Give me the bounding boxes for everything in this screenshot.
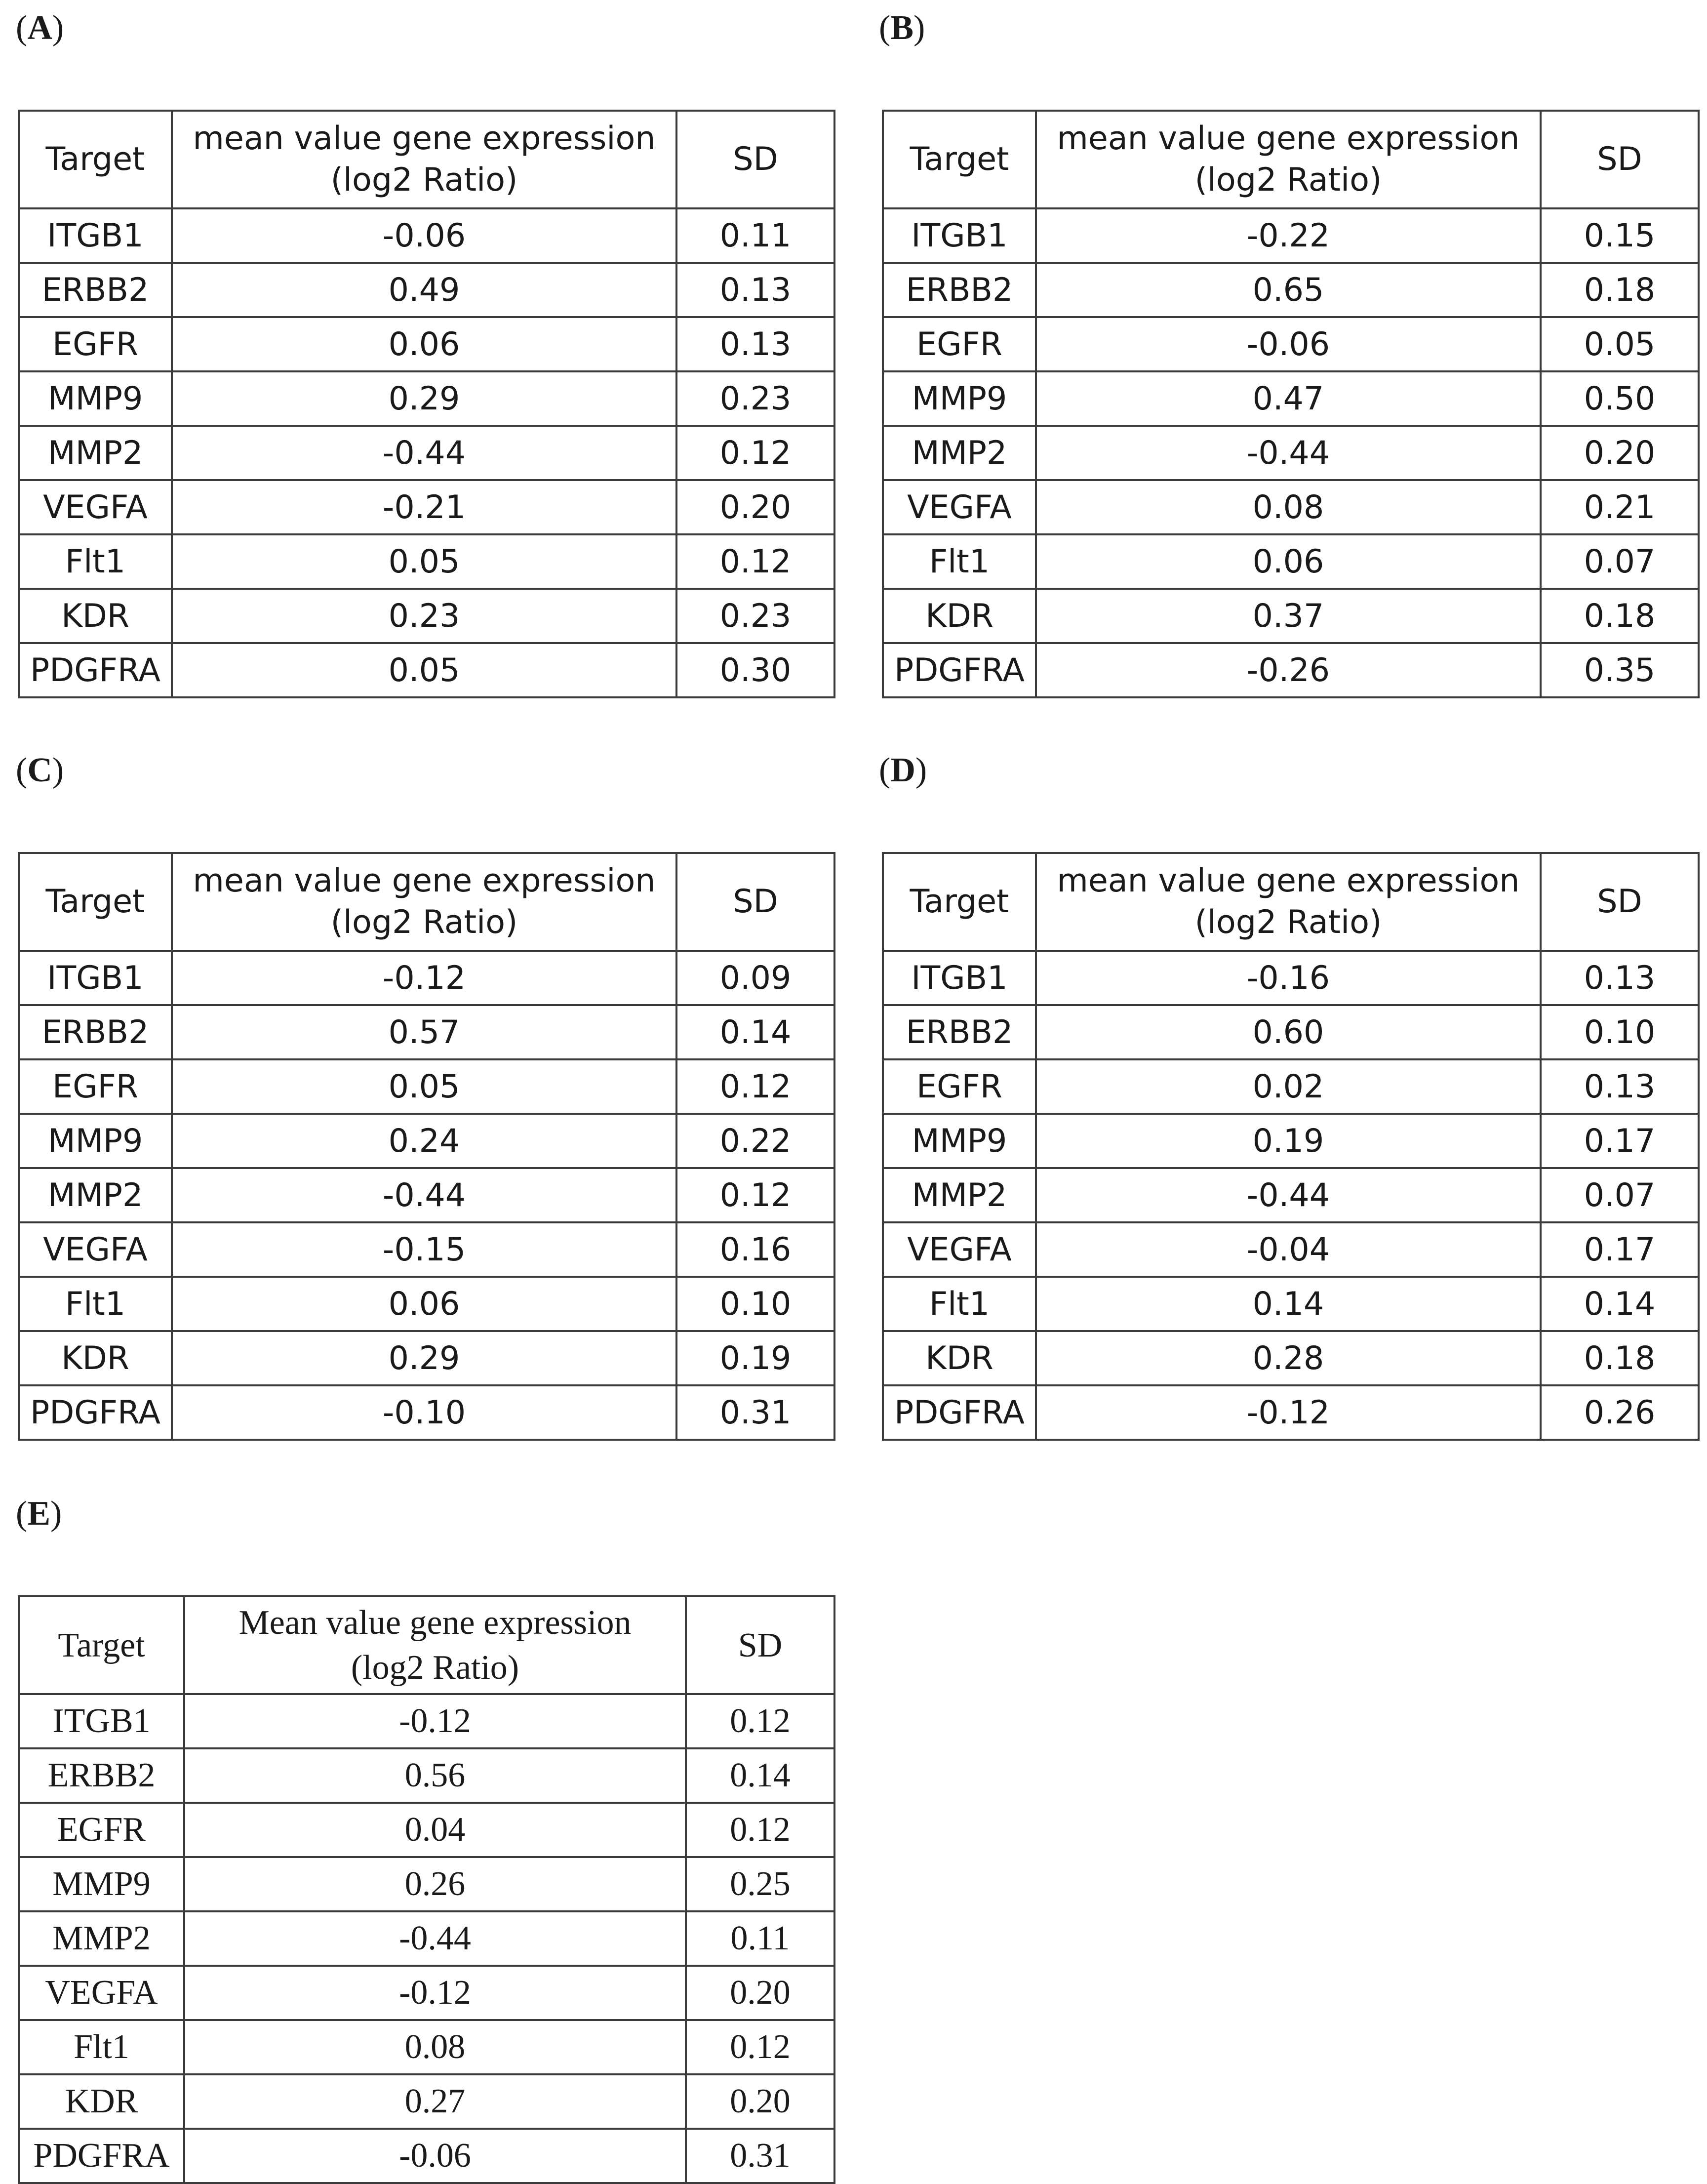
target-cell: VEGFA [19, 1222, 172, 1277]
mean-cell: -0.12 [172, 951, 676, 1005]
mean-cell: 0.27 [184, 2074, 686, 2129]
panel-label: (E) [16, 1495, 62, 1533]
results-table [882, 110, 1700, 698]
table-row [883, 534, 1699, 589]
sd-cell: 0.18 [1541, 1331, 1699, 1385]
target-cell: EGFR [883, 1059, 1036, 1114]
mean-cell: 0.56 [184, 1748, 686, 1803]
sd-header: SD [676, 853, 834, 951]
target-cell: MMP9 [883, 371, 1036, 426]
mean-header: mean value gene expression (log2 Ratio) [1036, 853, 1541, 951]
sd-cell: 0.30 [676, 643, 834, 697]
target-cell: VEGFA [883, 480, 1036, 534]
target-cell: MMP9 [19, 371, 172, 426]
mean-cell: -0.44 [184, 1911, 686, 1966]
table-row [19, 1114, 834, 1168]
table-row [19, 643, 834, 697]
target-cell: MMP9 [19, 1857, 184, 1911]
mean-cell: -0.26 [1036, 643, 1541, 697]
target-header: Target [883, 111, 1036, 208]
sd-cell: 0.17 [1541, 1222, 1699, 1277]
panel-label: (A) [16, 9, 64, 47]
table-row [883, 263, 1699, 317]
target-cell: KDR [19, 2074, 184, 2129]
mean-cell: 0.08 [184, 2020, 686, 2074]
mean-cell: -0.16 [1036, 951, 1541, 1005]
table-row [19, 1005, 834, 1059]
panel-label: (B) [879, 9, 925, 47]
target-cell: VEGFA [19, 480, 172, 534]
table-row [883, 1222, 1699, 1277]
target-cell: MMP2 [883, 426, 1036, 480]
mean-cell: 0.05 [172, 534, 676, 589]
sd-cell: 0.10 [1541, 1005, 1699, 1059]
target-cell: KDR [883, 1331, 1036, 1385]
target-cell: ITGB1 [883, 951, 1036, 1005]
mean-cell: -0.12 [184, 1694, 686, 1748]
table-row [883, 1005, 1699, 1059]
mean-cell: -0.44 [1036, 1168, 1541, 1222]
target-cell: MMP2 [19, 426, 172, 480]
sd-cell: 0.13 [1541, 951, 1699, 1005]
mean-cell: 0.06 [1036, 534, 1541, 589]
table-row [883, 1331, 1699, 1385]
results-table [882, 852, 1700, 1441]
target-cell: PDGFRA [19, 2129, 184, 2183]
target-cell: ERBB2 [19, 1005, 172, 1059]
table-row [19, 1748, 834, 1803]
table-row [19, 534, 834, 589]
panel-label: (C) [16, 751, 64, 789]
target-cell: ITGB1 [19, 1694, 184, 1748]
sd-cell: 0.21 [1541, 480, 1699, 534]
sd-cell: 0.20 [686, 2074, 834, 2129]
target-cell: EGFR [19, 317, 172, 371]
sd-cell: 0.12 [676, 534, 834, 589]
table-row [19, 2074, 834, 2129]
mean-cell: 0.47 [1036, 371, 1541, 426]
mean-cell: -0.10 [172, 1385, 676, 1440]
mean-cell: -0.44 [1036, 426, 1541, 480]
mean-cell: 0.08 [1036, 480, 1541, 534]
sd-cell: 0.15 [1541, 208, 1699, 263]
mean-cell: 0.29 [172, 1331, 676, 1385]
sd-cell: 0.23 [676, 589, 834, 643]
results-table [18, 852, 835, 1441]
table-header-row [19, 1596, 834, 1694]
target-cell: MMP2 [883, 1168, 1036, 1222]
sd-header: SD [676, 111, 834, 208]
target-cell: ERBB2 [19, 263, 172, 317]
target-cell: ERBB2 [883, 263, 1036, 317]
mean-cell: -0.12 [1036, 1385, 1541, 1440]
sd-cell: 0.12 [686, 1803, 834, 1857]
sd-cell: 0.09 [676, 951, 834, 1005]
table-row [19, 1966, 834, 2020]
table-row [19, 1277, 834, 1331]
table-header-row [883, 111, 1699, 208]
sd-cell: 0.50 [1541, 371, 1699, 426]
sd-cell: 0.13 [676, 263, 834, 317]
mean-cell: 0.65 [1036, 263, 1541, 317]
results-table [18, 1595, 835, 2184]
target-cell: ITGB1 [19, 208, 172, 263]
mean-header: Mean value gene expression (log2 Ratio) [184, 1596, 686, 1694]
sd-cell: 0.11 [686, 1911, 834, 1966]
sd-cell: 0.12 [676, 426, 834, 480]
sd-cell: 0.10 [676, 1277, 834, 1331]
table-row [19, 1059, 834, 1114]
sd-cell: 0.22 [676, 1114, 834, 1168]
target-cell: MMP9 [883, 1114, 1036, 1168]
mean-cell: 0.06 [172, 317, 676, 371]
target-cell: ITGB1 [19, 951, 172, 1005]
sd-cell: 0.23 [676, 371, 834, 426]
table-row [883, 589, 1699, 643]
target-cell: MMP9 [19, 1114, 172, 1168]
sd-cell: 0.07 [1541, 534, 1699, 589]
table-row [19, 1857, 834, 1911]
sd-cell: 0.25 [686, 1857, 834, 1911]
target-header: Target [19, 111, 172, 208]
table-row [883, 1059, 1699, 1114]
table-row [883, 426, 1699, 480]
target-cell: Flt1 [883, 1277, 1036, 1331]
target-header: Target [19, 1596, 184, 1694]
table-row [19, 1694, 834, 1748]
mean-cell: -0.06 [184, 2129, 686, 2183]
sd-cell: 0.31 [676, 1385, 834, 1440]
mean-cell: 0.04 [184, 1803, 686, 1857]
table-row [19, 371, 834, 426]
table-header-row [883, 853, 1699, 951]
panel-a [16, 9, 835, 689]
table-row [19, 2129, 834, 2183]
sd-cell: 0.12 [676, 1168, 834, 1222]
mean-cell: -0.44 [172, 1168, 676, 1222]
sd-cell: 0.12 [676, 1059, 834, 1114]
mean-header: mean value gene expression (log2 Ratio) [172, 853, 676, 951]
sd-cell: 0.18 [1541, 263, 1699, 317]
sd-cell: 0.07 [1541, 1168, 1699, 1222]
sd-cell: 0.14 [1541, 1277, 1699, 1331]
table-row [19, 1911, 834, 1966]
table-row [19, 951, 834, 1005]
table-row [883, 1114, 1699, 1168]
sd-cell: 0.11 [676, 208, 834, 263]
mean-cell: -0.12 [184, 1966, 686, 2020]
table-row [19, 1385, 834, 1440]
target-cell: PDGFRA [883, 643, 1036, 697]
mean-cell: 0.05 [172, 643, 676, 697]
sd-header: SD [1541, 853, 1699, 951]
table-header-row [19, 853, 834, 951]
sd-cell: 0.26 [1541, 1385, 1699, 1440]
target-cell: Flt1 [19, 2020, 184, 2074]
table-row [19, 480, 834, 534]
sd-cell: 0.35 [1541, 643, 1699, 697]
panel-label: (D) [879, 751, 927, 789]
target-cell: Flt1 [19, 1277, 172, 1331]
mean-header: mean value gene expression (log2 Ratio) [172, 111, 676, 208]
table-row [883, 317, 1699, 371]
sd-cell: 0.17 [1541, 1114, 1699, 1168]
table-row [883, 643, 1699, 697]
mean-cell: -0.06 [1036, 317, 1541, 371]
mean-cell: 0.60 [1036, 1005, 1541, 1059]
table-row [19, 1803, 834, 1857]
target-header: Target [19, 853, 172, 951]
target-cell: PDGFRA [19, 1385, 172, 1440]
mean-cell: 0.19 [1036, 1114, 1541, 1168]
mean-cell: 0.49 [172, 263, 676, 317]
sd-cell: 0.31 [686, 2129, 834, 2183]
mean-cell: 0.05 [172, 1059, 676, 1114]
panel-e [16, 1495, 835, 2175]
mean-cell: 0.23 [172, 589, 676, 643]
results-table [18, 110, 835, 698]
target-cell: EGFR [19, 1803, 184, 1857]
target-cell: PDGFRA [19, 643, 172, 697]
target-cell: PDGFRA [883, 1385, 1036, 1440]
mean-cell: 0.02 [1036, 1059, 1541, 1114]
panel-b [879, 9, 1699, 689]
panel-d [879, 751, 1699, 1431]
sd-cell: 0.12 [686, 2020, 834, 2074]
target-cell: MMP2 [19, 1168, 172, 1222]
target-cell: MMP2 [19, 1911, 184, 1966]
target-cell: VEGFA [19, 1966, 184, 2020]
target-cell: Flt1 [19, 534, 172, 589]
target-cell: KDR [19, 1331, 172, 1385]
table-row [19, 263, 834, 317]
table-row [19, 426, 834, 480]
panel-c [16, 751, 835, 1431]
target-cell: ERBB2 [19, 1748, 184, 1803]
sd-cell: 0.20 [686, 1966, 834, 2020]
table-row [19, 1222, 834, 1277]
sd-cell: 0.16 [676, 1222, 834, 1277]
mean-cell: 0.14 [1036, 1277, 1541, 1331]
table-row [19, 589, 834, 643]
table-row [883, 371, 1699, 426]
target-cell: EGFR [19, 1059, 172, 1114]
table-row [19, 208, 834, 263]
target-cell: Flt1 [883, 534, 1036, 589]
table-row [883, 1385, 1699, 1440]
mean-cell: -0.21 [172, 480, 676, 534]
mean-cell: -0.04 [1036, 1222, 1541, 1277]
target-cell: ERBB2 [883, 1005, 1036, 1059]
table-row [19, 317, 834, 371]
sd-cell: 0.13 [676, 317, 834, 371]
table-row [883, 951, 1699, 1005]
sd-cell: 0.12 [686, 1694, 834, 1748]
table-row [19, 2020, 834, 2074]
sd-cell: 0.14 [676, 1005, 834, 1059]
table-header-row [19, 111, 834, 208]
sd-cell: 0.18 [1541, 589, 1699, 643]
sd-cell: 0.20 [1541, 426, 1699, 480]
mean-cell: 0.28 [1036, 1331, 1541, 1385]
sd-header: SD [686, 1596, 834, 1694]
target-cell: KDR [19, 589, 172, 643]
sd-cell: 0.14 [686, 1748, 834, 1803]
mean-cell: 0.26 [184, 1857, 686, 1911]
mean-header: mean value gene expression (log2 Ratio) [1036, 111, 1541, 208]
target-cell: EGFR [883, 317, 1036, 371]
sd-cell: 0.13 [1541, 1059, 1699, 1114]
table-row [883, 1168, 1699, 1222]
sd-cell: 0.20 [676, 480, 834, 534]
mean-cell: -0.44 [172, 426, 676, 480]
mean-cell: 0.37 [1036, 589, 1541, 643]
sd-header: SD [1541, 111, 1699, 208]
target-cell: KDR [883, 589, 1036, 643]
mean-cell: -0.06 [172, 208, 676, 263]
table-row [19, 1331, 834, 1385]
mean-cell: 0.29 [172, 371, 676, 426]
mean-cell: 0.24 [172, 1114, 676, 1168]
target-cell: ITGB1 [883, 208, 1036, 263]
mean-cell: -0.22 [1036, 208, 1541, 263]
target-header: Target [883, 853, 1036, 951]
table-row [19, 1168, 834, 1222]
mean-cell: 0.57 [172, 1005, 676, 1059]
mean-cell: 0.06 [172, 1277, 676, 1331]
mean-cell: -0.15 [172, 1222, 676, 1277]
table-row [883, 480, 1699, 534]
table-row [883, 208, 1699, 263]
target-cell: VEGFA [883, 1222, 1036, 1277]
sd-cell: 0.05 [1541, 317, 1699, 371]
table-row [883, 1277, 1699, 1331]
sd-cell: 0.19 [676, 1331, 834, 1385]
